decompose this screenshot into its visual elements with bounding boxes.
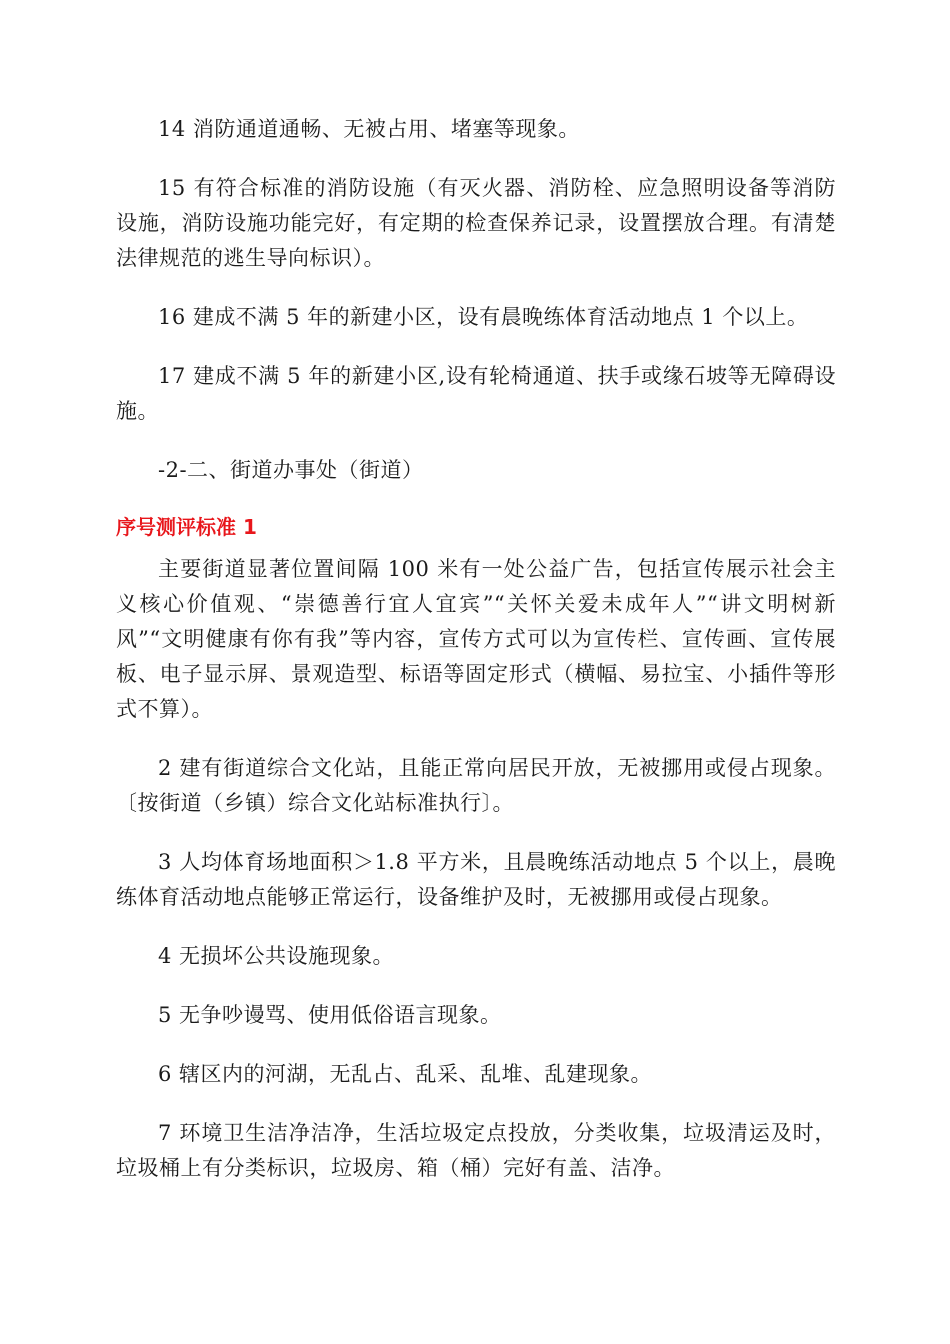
- paragraph-item-14: 14 消防通道通畅、无被占用、堵塞等现象。: [158, 117, 580, 141]
- section-heading: 序号测评标准 1: [116, 515, 257, 539]
- document-body: [116, 112, 836, 1210]
- paragraph-item-15: 15 有符合标准的消防设施（有灭火器、消防栓、应急照明设备等消防设施，消防设施功能完好，有定期的检查保养记录，设置摆放合理。有清楚法律规范的逃生导向标识）。: [116, 176, 836, 270]
- paragraph-item-2: 2 建有街道综合文化站，且能正常向居民开放，无被挪用或侵占现象。〔按街道（乡镇）综合文化站标准执行〕。: [116, 756, 836, 815]
- paragraph-item-6: 6 辖区内的河湖，无乱占、乱采、乱堆、乱建现象。: [158, 1062, 653, 1086]
- paragraph-item-5: 5 无争吵谩骂、使用低俗语言现象。: [158, 1003, 502, 1027]
- paragraph-item-1: 主要街道显著位置间隔 100 米有一处公益广告，包括宣传展示社会主义核心价值观、“崇德善行宜人宜宾”“关怀关爱未成年人”“讲文明树新风”“文明健康有你有我”等内容，宣传方式可以为宣传栏、宣传画、宣传展板、电子显示屏、景观造型、标语等固定形式（横幅、易拉宝、小插件等形式不算）。: [116, 557, 836, 721]
- paragraph-item-4: 4 无损坏公共设施现象。: [158, 944, 395, 968]
- paragraph-item-16: 16 建成不满 5 年的新建小区，设有晨晚练体育活动地点 1 个以上。: [158, 305, 809, 329]
- paragraph-item-3: 3 人均体育场地面积＞1.8 平方米，且晨晚练活动地点 5 个以上，晨晚练体育活动地点能够正常运行，设备维护及时，无被挪用或侵占现象。: [116, 850, 836, 909]
- paragraph-item-17: 17 建成不满 5 年的新建小区,设有轮椅通道、扶手或缘石坡等无障碍设施。: [116, 364, 836, 423]
- paragraph-item-7: 7 环境卫生洁净洁净，生活垃圾定点投放，分类收集，垃圾清运及时，垃圾桶上有分类标识，垃圾房、箱（桶）完好有盖、洁净。: [116, 1121, 836, 1180]
- section-title-street-office: -2-二、街道办事处（街道）: [158, 458, 424, 482]
